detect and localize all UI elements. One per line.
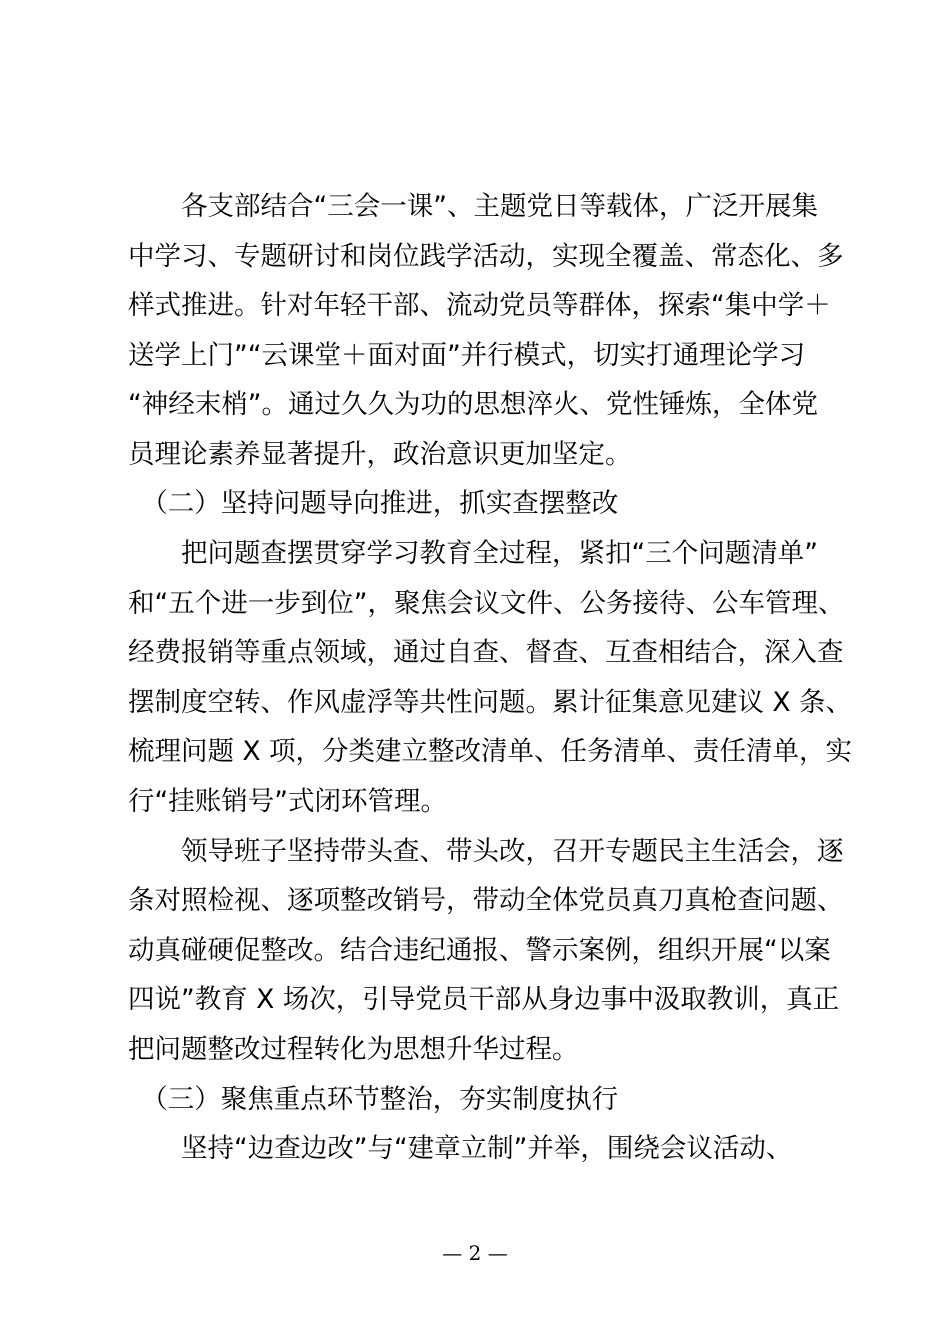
- body-text-line: 员理论素养显著提升，政治意识更加坚定。: [128, 439, 632, 470]
- body-text-line: 把问题查摆贯穿学习教育全过程，紧扣“三个问题清单”: [128, 538, 818, 569]
- body-text-line: 梳理问题 X 项，分类建立整改清单、任务清单、责任清单，实: [128, 736, 853, 767]
- page-number: — 2 —: [442, 1241, 508, 1265]
- body-text-line: 条对照检视、逐项整改销号，带动全体党员真刀真枪查问题、: [128, 885, 844, 916]
- body-text-line: 样式推进。针对年轻干部、流动党员等群体，探索“集中学＋: [128, 290, 831, 321]
- body-text-line: 摆制度空转、作风虚浮等共性问题。累计征集意见建议 X 条、: [128, 687, 853, 718]
- body-text-line: 各支部结合“三会一课”、主题党日等载体，广泛开展集: [128, 191, 818, 222]
- body-text-line: 送学上门”“云课堂＋面对面”并行模式，切实打通理论学习: [128, 340, 806, 371]
- section-heading: （三）聚焦重点环节整治，夯实制度执行: [128, 1084, 619, 1115]
- body-text-line: 领导班子坚持带头查、带头改，召开专题民主生活会，逐: [128, 836, 844, 867]
- body-text-line: 经费报销等重点领域，通过自查、督查、互查相结合，深入查: [128, 637, 844, 668]
- body-text-line: 把问题整改过程转化为思想升华过程。: [128, 1034, 579, 1065]
- body-text-line: 中学习、专题研讨和岗位践学活动，实现全覆盖、常态化、多: [128, 241, 844, 272]
- body-text-line: 行“挂账销号”式闭环管理。: [128, 786, 447, 817]
- body-text-line: 动真碰硬促整改。结合违纪通报、警示案例，组织开展“以案: [128, 935, 831, 966]
- body-text-line: “神经末梢”。通过久久为功的思想淬火、党性锤炼，全体党: [128, 389, 818, 420]
- section-heading: （二）坚持问题导向推进，抓实查摆整改: [128, 488, 619, 519]
- body-text-line: 四说”教育 X 场次，引导党员干部从身边事中汲取教训，真正: [128, 984, 840, 1015]
- body-text-line: 坚持“边查边改”与“建章立制”并举，围绕会议活动、: [128, 1133, 793, 1164]
- body-text-line: 和“五个进一步到位”，聚焦会议文件、公务接待、公车管理、: [128, 588, 845, 619]
